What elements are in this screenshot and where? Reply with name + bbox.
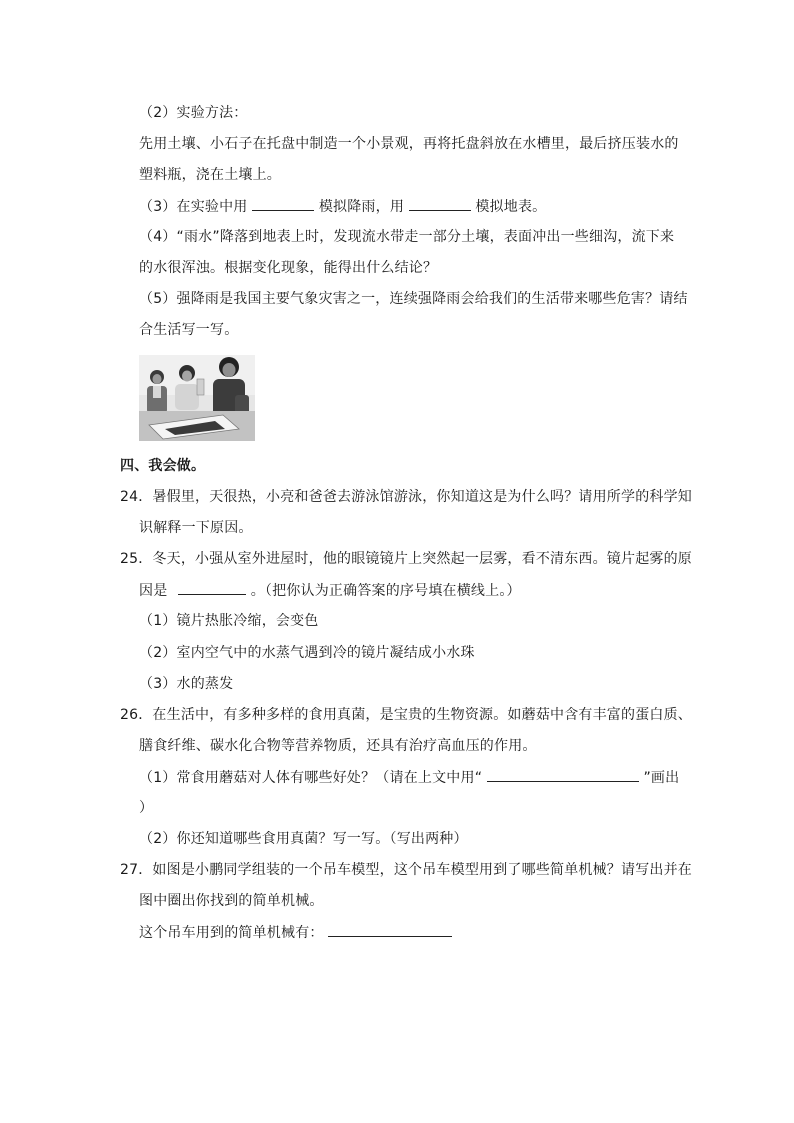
q23-part2-line2: 塑料瓶，浇在土壤上。 xyxy=(139,167,281,183)
q23-part4-line1: （4）“雨水”降落到地表上时，发现流水带走一部分土壤，表面冲出一些细沟，流下来 xyxy=(139,229,675,245)
q23-part3-text-a: （3）在实验中用 xyxy=(139,199,248,215)
q23-part4-line2: 的水很浑浊。根据变化现象，能得出什么结论？ xyxy=(139,260,438,276)
students-experiment-photo xyxy=(139,355,255,441)
q27-line2: 图中圈出你找到的简单机械。 xyxy=(139,893,324,909)
q23-part3-text-c: 模拟地表。 xyxy=(475,199,547,215)
q23-part5-line2: 合生活写一写。 xyxy=(139,322,239,338)
q27-line3-text: 这个吊车用到的简单机械有： xyxy=(139,925,324,941)
q23-part3 xyxy=(139,196,546,217)
q25-answer-blank[interactable] xyxy=(178,580,246,595)
q27-line3 xyxy=(139,922,452,943)
q27-line1: 27．如图是小鹏同学组装的一个吊车模型，这个吊车模型用到了哪些简单机械？请写出并在 xyxy=(120,862,693,878)
q25-option-1: （1）镜片热胀冷缩，会变色 xyxy=(139,613,319,629)
q26-line2: 膳食纤维、碳水化合物等营养物质，还具有治疗高血压的作用。 xyxy=(139,738,537,754)
q26-part1 xyxy=(139,767,679,788)
section-4-title: 四、我会做。 xyxy=(120,458,206,474)
q26-part2: （2）你还知道哪些食用真菌？写一写。（写出两种） xyxy=(139,831,468,847)
q26-underline-sample xyxy=(487,767,639,782)
q26-part1-close: ） xyxy=(139,800,154,816)
q25-option-2: （2）室内空气中的水蒸气遇到冷的镜片凝结成小水珠 xyxy=(139,645,475,661)
q23-part2-line1: 先用土壤、小石子在托盘中制造一个小景观，再将托盘斜放在水槽里，最后挤压装水的 xyxy=(139,136,679,152)
q25-option-3: （3）水的蒸发 xyxy=(139,676,234,692)
q25-line1: 25．冬天，小强从室外进屋时，他的眼镜镜片上突然起一层雾，看不清东西。镜片起雾的原 xyxy=(120,551,693,567)
q25-line2 xyxy=(139,580,521,601)
q23-blank-surface[interactable] xyxy=(409,196,471,211)
q26-part1-text-b: ”画出 xyxy=(643,770,680,786)
q26-line1: 26．在生活中，有多种多样的食用真菌，是宝贵的生物资源。如蘑菇中含有丰富的蛋白质、 xyxy=(120,707,693,723)
q23-part5-line1: （5）强降雨是我国主要气象灾害之一，连续强降雨会给我们的生活带来哪些危害？请结 xyxy=(139,291,688,307)
q26-part1-text-a: （1）常食用蘑菇对人体有哪些好处？（请在上文中用“ xyxy=(139,770,483,786)
q23-part3-text-b: 模拟降雨，用 xyxy=(318,199,405,215)
q24-line2: 识解释一下原因。 xyxy=(139,520,253,536)
q25-line2-text-b: 。（把你认为正确答案的序号填在横线上。） xyxy=(250,583,521,599)
q24-line1: 24．暑假里，天很热，小亮和爸爸去游泳馆游泳，你知道这是为什么吗？请用所学的科学知 xyxy=(120,489,693,505)
q23-blank-rain[interactable] xyxy=(252,196,314,211)
q27-answer-blank[interactable] xyxy=(328,922,452,937)
q23-part2-title: （2）实验方法： xyxy=(139,105,248,121)
q25-line2-text-a: 因是 xyxy=(139,583,168,599)
